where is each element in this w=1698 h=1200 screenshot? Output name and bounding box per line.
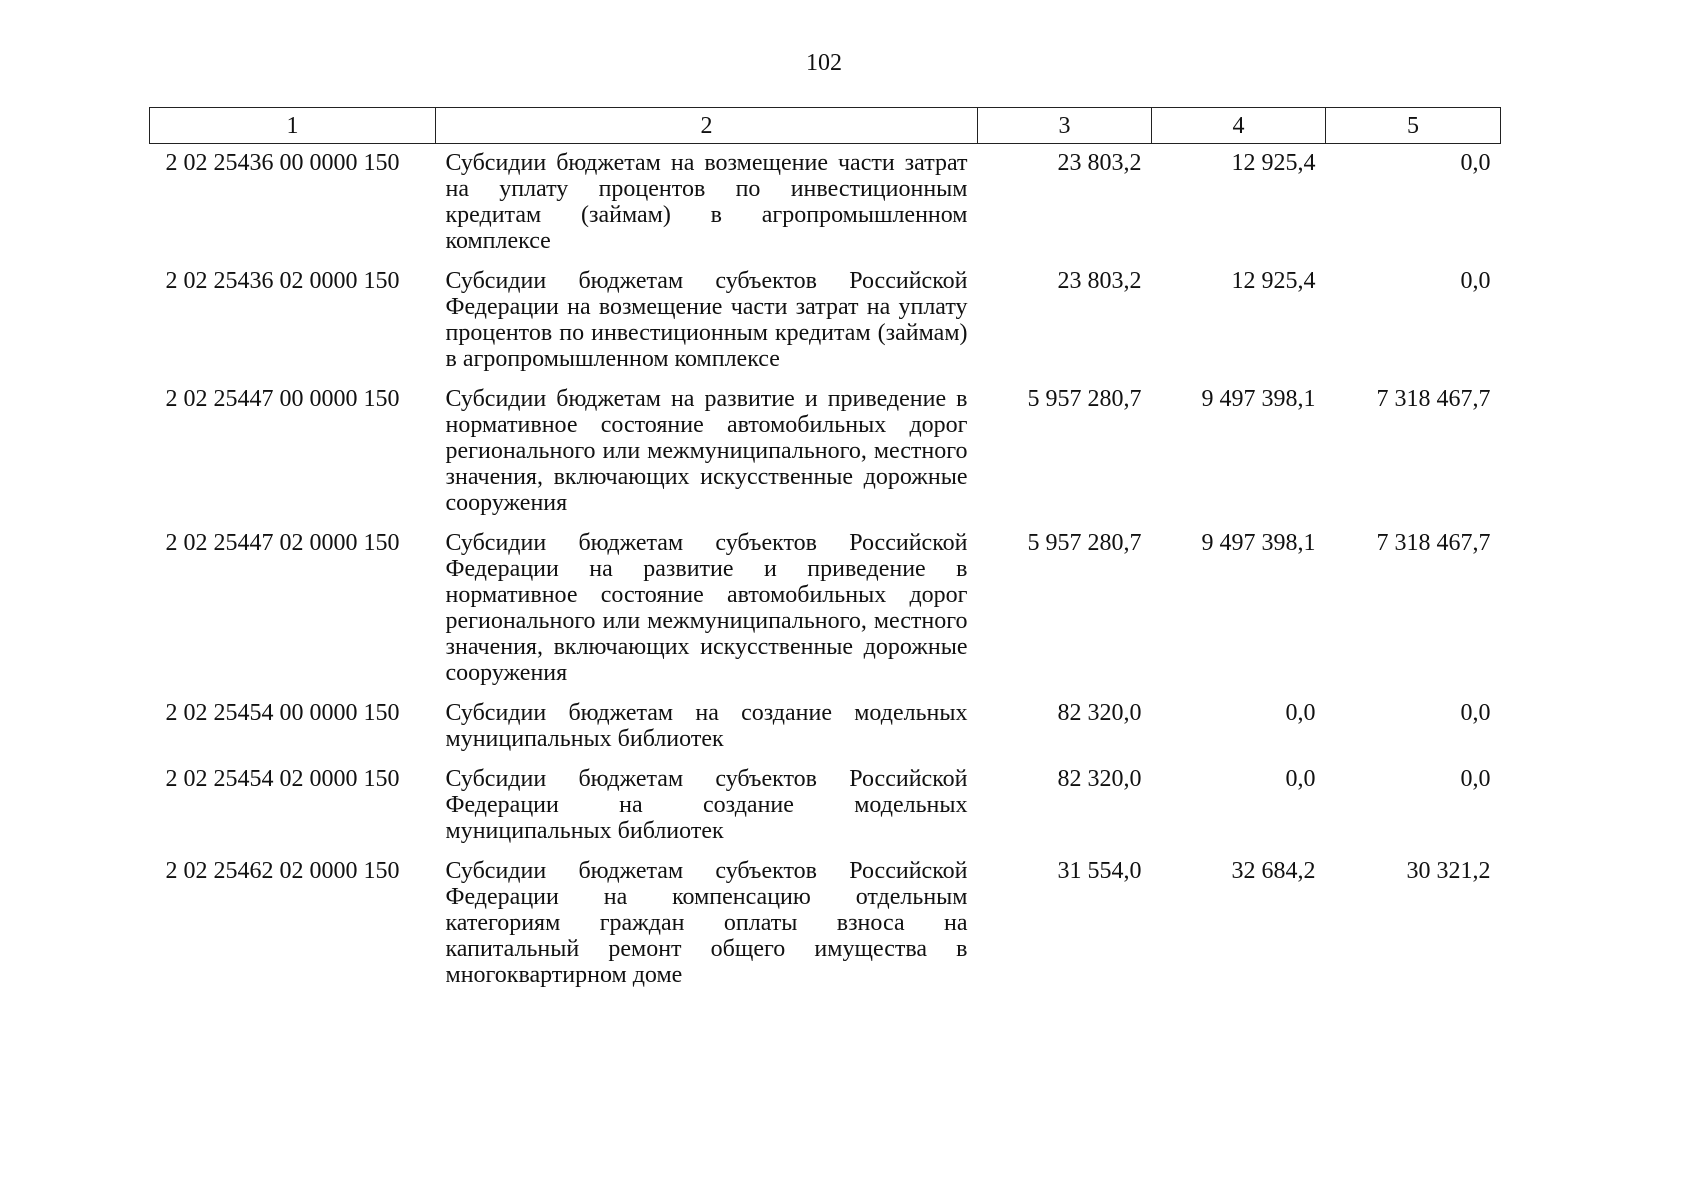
- row-value-col4: 0,0: [1285, 700, 1316, 726]
- header-col-4: 4: [1152, 108, 1326, 144]
- table-row: [150, 382, 1501, 526]
- row-value-col4: 32 684,2: [1231, 858, 1316, 884]
- row-value-col4: 9 497 398,1: [1201, 386, 1316, 412]
- table-body: [150, 144, 1501, 999]
- row-value-col5: 0,0: [1460, 700, 1491, 726]
- row-value-col3: 31 554,0: [1057, 858, 1142, 884]
- row-value-col3: 82 320,0: [1057, 766, 1142, 792]
- budget-table: [149, 107, 1501, 998]
- row-value-col3: 5 957 280,7: [1027, 530, 1142, 556]
- row-description: Субсидии бюджетам на развитие и приведение в нормативное состояние автомобильных дорог регионального или межмуниципального, местного значения, включающих искусственные дорожные сооружения: [445, 386, 968, 516]
- row-code: 2 02 25462 02 0000 150: [165, 858, 400, 884]
- row-code: 2 02 25447 02 0000 150: [165, 530, 400, 556]
- row-value-col5: 7 318 467,7: [1376, 386, 1491, 412]
- header-col-1: 1: [150, 108, 436, 144]
- row-value-col5: 0,0: [1460, 150, 1491, 176]
- table-row: [150, 264, 1501, 382]
- table-row: [150, 762, 1501, 854]
- row-description: Субсидии бюджетам на создание модельных муниципальных библиотек: [445, 700, 968, 752]
- row-value-col4: 9 497 398,1: [1201, 530, 1316, 556]
- header-col-2: 2: [436, 108, 978, 144]
- row-code: 2 02 25454 02 0000 150: [165, 766, 400, 792]
- row-value-col3: 23 803,2: [1057, 268, 1142, 294]
- header-col-5: 5: [1326, 108, 1501, 144]
- row-code: 2 02 25436 02 0000 150: [165, 268, 400, 294]
- table-header: [150, 108, 1501, 144]
- row-value-col4: 12 925,4: [1231, 150, 1316, 176]
- header-col-3: 3: [978, 108, 1152, 144]
- row-value-col5: 7 318 467,7: [1376, 530, 1491, 556]
- row-description: Субсидии бюджетам субъектов Российской Федерации на возмещение части затрат на уплату процентов по инвестиционным кредитам (займам) в агропромышленном комплексе: [445, 268, 968, 372]
- table-row: [150, 526, 1501, 696]
- row-value-col3: 5 957 280,7: [1027, 386, 1142, 412]
- row-description: Субсидии бюджетам субъектов Российской Федерации на развитие и приведение в нормативное состояние автомобильных дорог регионального или межмуниципального, местного значения, включающих искусственные дорожные сооружения: [445, 530, 968, 686]
- row-value-col3: 23 803,2: [1057, 150, 1142, 176]
- row-value-col4: 0,0: [1285, 766, 1316, 792]
- row-value-col5: 0,0: [1460, 766, 1491, 792]
- row-code: 2 02 25454 00 0000 150: [165, 700, 400, 726]
- row-description: Субсидии бюджетам на возмещение части затрат на уплату процентов по инвестиционным кредитам (займам) в агропромышленном комплексе: [445, 150, 968, 254]
- table-row: [150, 854, 1501, 998]
- row-description: Субсидии бюджетам субъектов Российской Федерации на создание модельных муниципальных библиотек: [445, 766, 968, 844]
- row-code: 2 02 25436 00 0000 150: [165, 150, 400, 176]
- row-value-col5: 0,0: [1460, 268, 1491, 294]
- row-value-col4: 12 925,4: [1231, 268, 1316, 294]
- row-description: Субсидии бюджетам субъектов Российской Федерации на компенсацию отдельным категориям граждан оплаты взноса на капитальный ремонт общего имущества в многоквартирном доме: [445, 858, 968, 988]
- table-row: [150, 144, 1501, 265]
- header-row: [150, 108, 1501, 144]
- page-number: 102: [806, 50, 842, 76]
- row-value-col5: 30 321,2: [1406, 858, 1491, 884]
- row-value-col3: 82 320,0: [1057, 700, 1142, 726]
- row-code: 2 02 25447 00 0000 150: [165, 386, 400, 412]
- table-row: [150, 696, 1501, 762]
